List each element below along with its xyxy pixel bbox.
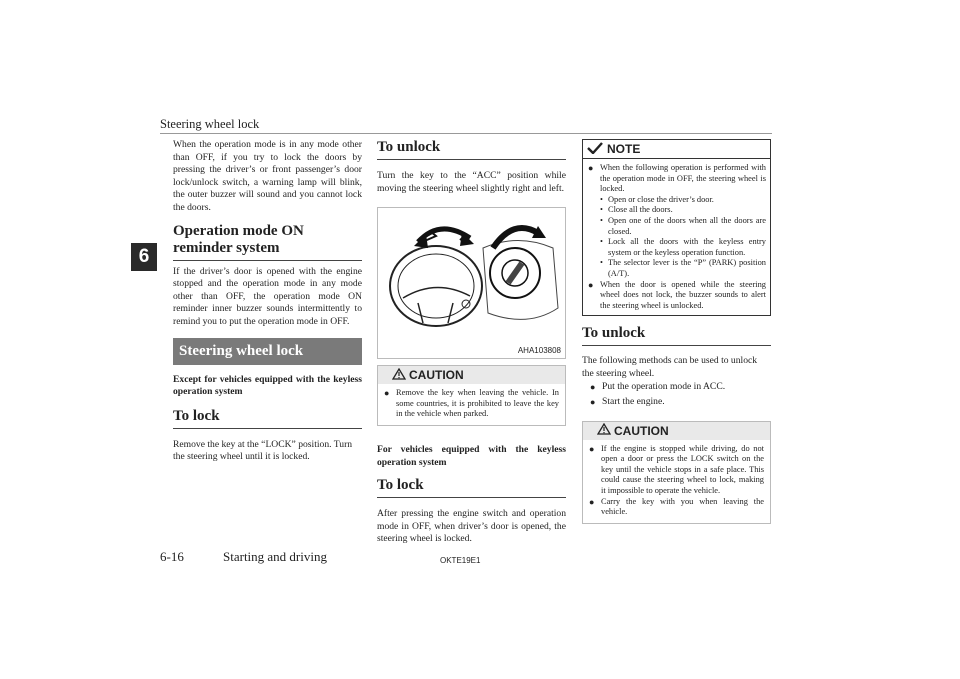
bullet-icon: ●	[589, 443, 595, 454]
unlock-heading-2: To unlock	[582, 325, 771, 346]
note-sub-5-text: The selector lever is the “P” (PARK) position (A/T).	[608, 258, 766, 278]
lock-paragraph: Remove the key at the “LOCK” position. Turn the steering wheel until it is locked.	[173, 438, 353, 463]
unlock-intro: The following methods can be used to unlock the steering wheel.	[582, 355, 758, 379]
header-rule	[160, 133, 772, 134]
note-label: NOTE	[607, 142, 641, 156]
warning-triangle-icon	[597, 423, 611, 438]
caution-item-1-text: If the engine is stopped while driving, do not open a door or press the LOCK switch on the key until the vehicle stops in a safe place. This could cause the steering wheel to lock, making it impossible to operate the vehicle.	[601, 443, 764, 496]
lock-heading: To lock	[173, 408, 362, 429]
note-box	[582, 139, 771, 316]
keyless-lock-paragraph: After pressing the engine switch and operation mode in OFF, when driver’s door is opened, the steering wheel is locked.	[377, 508, 566, 545]
section-title-bar: Steering wheel lock	[173, 338, 362, 365]
footer-section: Starting and driving	[223, 549, 327, 564]
chapter-tab: 6	[131, 243, 157, 271]
note-item-2-text: When the door is opened while the steering wheel does not lock, the buzzer sounds to alert the steering wheel is unlocked.	[600, 279, 766, 310]
note-sub-4: • Lock all the doors with the keyless entry system or the keyless operation function.	[600, 237, 766, 257]
caution-item-text: Remove the key when leaving the vehicle. In some countries, it is prohibited to leave the key in the vehicle when parked.	[396, 388, 559, 419]
unlock-item-2	[582, 396, 771, 409]
unlock-paragraph: Turn the key to the “ACC” position while moving the steering wheel slightly right and left.	[377, 170, 566, 194]
running-header: Steering wheel lock	[160, 117, 260, 131]
note-sub-5: • The selector lever is the “P” (PARK) position (A/T).	[600, 258, 766, 278]
caution-item-2-text: Carry the key with you when leaving the vehicle.	[601, 496, 764, 517]
caution-item-2	[589, 497, 764, 518]
column-1	[173, 139, 362, 464]
note-sub-1: • Open or close the driver’s door.	[600, 194, 714, 204]
note-sub-3-text: Open one of the doors when all the doors are closed.	[608, 215, 766, 236]
intro-paragraph: When the operation mode is in any mode other than OFF, if you try to lock the doors by pressing the driver’s or front passenger’s door lock/unlock switch, a warning lamp will blink, the outer buzzer will sound and you cannot lock the doors.	[173, 139, 362, 213]
figure-code: AHA103808	[517, 346, 561, 356]
caution-header-2	[583, 422, 770, 440]
caution-item	[378, 384, 565, 425]
except-note: Except for vehicles equipped with the keyless operation system	[173, 373, 362, 398]
bullet-icon: ●	[590, 381, 596, 392]
keyless-heading: For vehicles equipped with the keyless operation system	[377, 443, 566, 468]
unlock-item-1	[582, 381, 771, 394]
keyless-lock-heading: To lock	[377, 477, 566, 498]
bullet-icon: ●	[590, 397, 596, 408]
note-sub-4-text: Lock all the doors with the keyless entry system or the keyless operation function.	[608, 237, 766, 257]
caution-item-1	[589, 444, 764, 497]
note-item-1	[588, 163, 766, 195]
caution-label-2: CAUTION	[614, 423, 669, 438]
note-item-1-text: When the following operation is performed with the operation mode in OFF, the steering wheel is locked.	[600, 163, 766, 194]
warning-triangle-icon	[392, 368, 406, 383]
unlock-heading: To unlock	[377, 139, 566, 160]
note-header	[583, 140, 770, 159]
note-sub-2-text: Close all the doors.	[608, 205, 673, 215]
unlock-item-2-text: Start the engine.	[602, 396, 665, 408]
steering-ignition-illustration	[378, 208, 565, 358]
note-sub-1-text: Open or close the driver’s door.	[608, 194, 714, 204]
page-number: 6-16	[160, 549, 184, 564]
note-sub-2: • Close all the doors.	[600, 205, 673, 215]
note-sub-3: • Open one of the doors when all the doors are closed.	[600, 215, 766, 236]
reminder-paragraph: If the driver’s door is opened with the engine stopped and the operation mode in any mode other than OFF, the operation mode ON reminder inner buzzer sounds intermittently to remind you to put the operation mode in OFF.	[173, 265, 362, 327]
note-item-2	[588, 280, 766, 312]
unlock-item-1-text: Put the operation mode in ACC.	[602, 380, 726, 392]
column-2	[377, 139, 566, 546]
caution-label: CAUTION	[409, 368, 464, 383]
bullet-icon: ●	[589, 496, 595, 507]
footer-code: OKTE19E1	[440, 556, 481, 565]
caution-box	[377, 365, 566, 426]
bullet-icon: ●	[588, 163, 594, 173]
caution-header	[378, 366, 565, 384]
caution-box-2	[582, 421, 771, 524]
bullet-icon: ●	[384, 388, 390, 399]
column-3	[582, 139, 771, 524]
check-icon	[587, 142, 603, 157]
figure-steering-key	[377, 207, 566, 359]
bullet-icon: ●	[588, 279, 594, 290]
reminder-heading: Operation mode ON reminder system	[173, 223, 362, 261]
